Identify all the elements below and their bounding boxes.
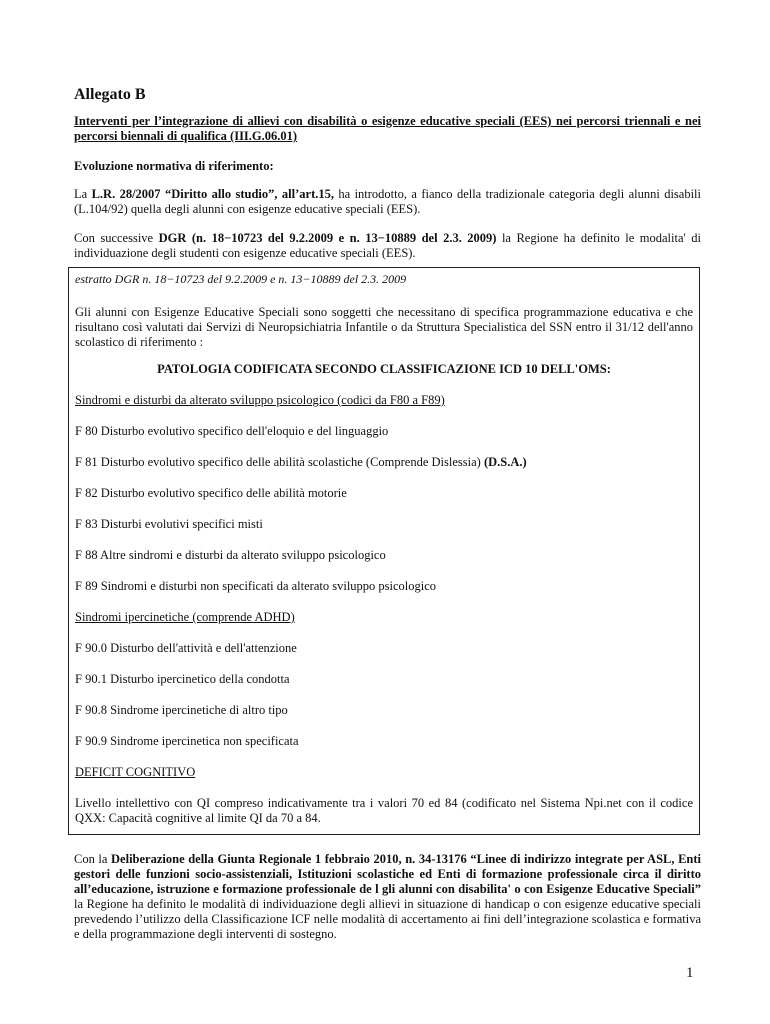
list-item: F 80 Disturbo evolutivo specifico dell'eloquio e del linguaggio	[75, 424, 389, 438]
document-title: Allegato B	[74, 86, 146, 103]
list-item: F 90.1 Disturbo ipercinetico della condotta	[75, 672, 290, 686]
closing-section	[74, 852, 701, 956]
list-item: F 88 Altre sindromi e disturbi da alterato sviluppo psicologico	[75, 548, 386, 562]
paragraph-dgr-2010	[74, 852, 701, 942]
dsa-label: (D.S.A.)	[483, 455, 527, 469]
list-item: F 90.9 Sindrome ipercinetica non specificata	[75, 734, 299, 748]
para2-pre: Con successive	[74, 231, 159, 245]
deficit-cognitivo-text: Livello intellettivo con QI compreso indicativamente tra i valori 70 ed 84 (codificato nel Sistema Npi.net con il codice QXX: Capacità cognitive al limite QI da 70 a 84.	[75, 796, 693, 825]
group2-heading: Sindromi ipercinetiche (comprende ADHD)	[75, 610, 295, 624]
para2-bold: DGR (n. 18−10723 del 9.2.2009 e n. 13−10889 del 2.3. 2009)	[158, 231, 497, 245]
extract-caption: estratto DGR n. 18−10723 del 9.2.2009 e n. 13−10889 del 2.3. 2009	[75, 272, 407, 286]
group1-heading: Sindromi e disturbi da alterato sviluppo psicologico (codici da F80 a F89)	[75, 393, 445, 407]
list-item: F 90.8 Sindrome ipercinetiche di altro tipo	[75, 703, 288, 717]
para1-pre: La	[74, 187, 92, 201]
document-subtitle: Interventi per l’integrazione di allievi con disabilità o esigenze educative speciali (EES) nei percorsi triennali e nei percorsi biennali di qualifica (III.G.06.01)	[74, 114, 701, 143]
group3-heading: DEFICIT COGNITIVO	[75, 765, 196, 779]
list-item: F 90.0 Disturbo dell'attività e dell'attenzione	[75, 641, 297, 655]
paragraph-dgr	[74, 231, 701, 261]
para3-post: la Regione ha definito le modalità di individuazione degli allievi in situazione di handicap o con esigenze educative speciali prevedendo l’utilizzo della Classificazione ICF nelle modalità di accertamento ai fini dell’integrazione scolastica e formativa e della programmazione degli interventi di sostegno.	[74, 897, 701, 941]
header-section	[74, 86, 701, 275]
para3-pre: Con la	[74, 852, 112, 866]
ees-intro: Gli alunni con Esigenze Educative Speciali sono soggetti che necessitano di specifica programmazione educativa e che risultano così valutati dai Servizi di Neuropsichiatria Infantile o da Struttura Specialistica del SSN entro il 31/12 dell'anno scolastico di riferimento :	[75, 305, 693, 349]
list-item: F 89 Sindromi e disturbi non specificati da alterato sviluppo psicologico	[75, 579, 437, 593]
list-item-text: F 81 Disturbo evolutivo specifico delle abilità scolastiche (Comprende Dislessia)	[75, 455, 484, 469]
para1-post: ha introdotto, a fianco della tradizionale categoria degli alunni disabili (L.104/92) quella degli alunni con esigenze educative speciali (EES).	[74, 187, 702, 216]
page-number: 1	[686, 965, 694, 981]
dgr-extract-box	[68, 267, 700, 835]
para3-bold: Deliberazione della Giunta Regionale 1 febbraio 2010, n. 34-13176 “Linee di indirizzo integrate per ASL, Enti gestori delle funzioni socio-assistenziali, Istituzioni scolastiche ed Enti di formazione professionale circa il diritto all’educazione, istruzione e formazione professionale de l gli alunni con disabilita' o con Esigenze Educative Speciali”	[74, 852, 701, 896]
patologia-heading: PATOLOGIA CODIFICATA SECONDO CLASSIFICAZIONE ICD 10 DELL'OMS:	[157, 362, 611, 376]
list-item: F 82 Disturbo evolutivo specifico delle abilità motorie	[75, 486, 347, 500]
paragraph-lr-2007	[74, 187, 701, 217]
section-heading: Evoluzione normativa di riferimento:	[74, 159, 274, 173]
para1-bold: L.R. 28/2007 “Diritto allo studio”, all’art.15,	[91, 187, 334, 201]
list-item: F 83 Disturbi evolutivi specifici misti	[75, 517, 263, 531]
list-item	[75, 455, 693, 470]
para2-post: la Regione ha definito le modalita' di individuazione degli studenti con esigenze educative speciali (EES).	[74, 231, 701, 260]
